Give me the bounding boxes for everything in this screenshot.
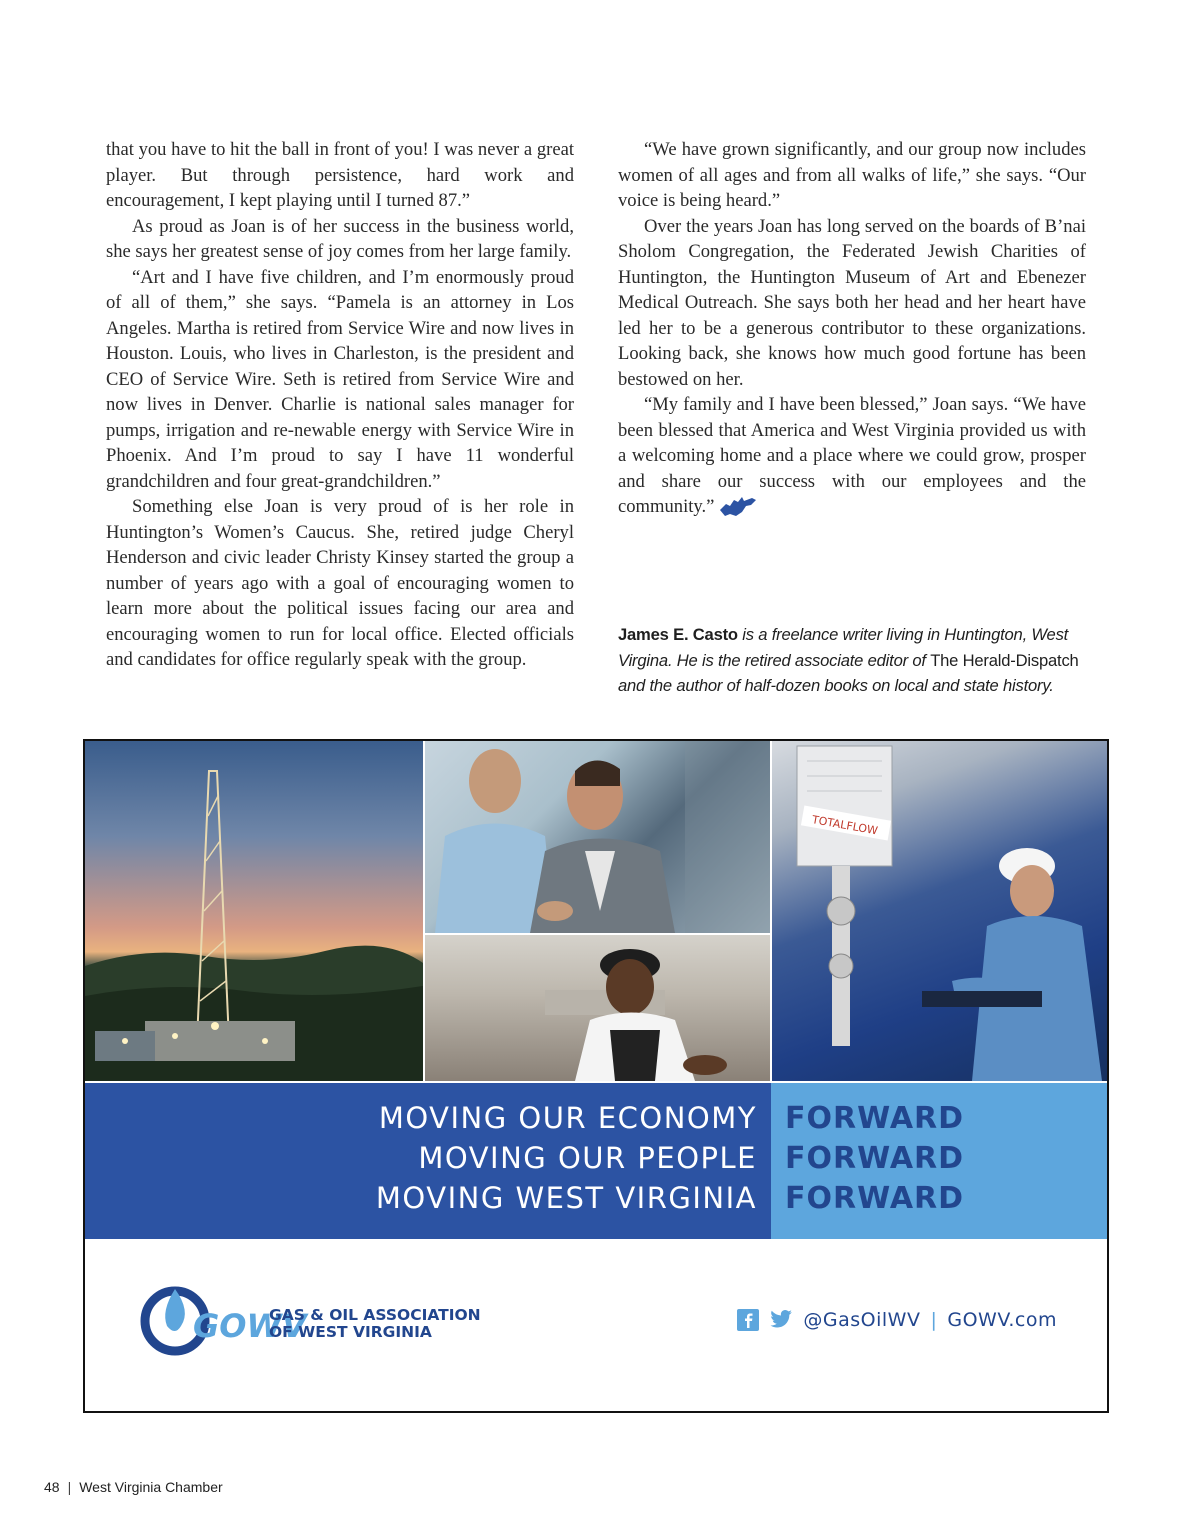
paragraph: “Art and I have five children, and I’m enormously proud of all of them,” she says. “Pamela is an attorney in Los Angeles. Martha is retired from Service Wire and now lives in Houston. Louis, who lives in Charleston, is the president and CEO of Service Wire. Seth is retired from Service Wire and now lives in Denver. Charlie is national sales manager for pumps, irrigation and re-newable energy with Service Wire in Phoenix. And I’m proud to say I have 11 wonderful grandchildren and four great-grandchildren.” (106, 266, 574, 492)
forward-word: FORWARD (785, 1181, 965, 1216)
page-footer (44, 1479, 223, 1495)
handshake-illustration (425, 741, 770, 933)
slogan-line-people: MOVING OUR PEOPLE (418, 1141, 757, 1175)
gowv-logo-wordmark: GOWV (193, 1307, 307, 1345)
slogan-line-west-virginia: MOVING WEST VIRGINIA (375, 1181, 757, 1215)
author-name: James E. Casto (618, 625, 738, 644)
paragraph: that you have to hit the ball in front of you! I was never a great player. But through persistence, hard work and encouragement, I kept playing until I turned 87.” (106, 139, 574, 211)
publication-title: West Virginia Chamber (79, 1479, 223, 1495)
paragraph-text: “My family and I have been blessed,” Joan says. “We have been blessed that America and West Virginia provided us with a welcoming home and a place where we could grow, prosper and share our success with our employees and the community.” (618, 394, 1086, 517)
bio-text: and the author of half-dozen books on local and state history. (618, 676, 1054, 695)
separator: | (930, 1309, 938, 1331)
gowv-logo (141, 1281, 541, 1361)
footer-separator: | (67, 1479, 72, 1495)
facebook-icon[interactable] (737, 1309, 759, 1331)
drilling-rig-photo (85, 741, 423, 1081)
article-column-left (106, 137, 574, 673)
website-link[interactable]: GOWV.com (947, 1309, 1057, 1331)
paragraph-closing (618, 392, 1086, 520)
forward-word: FORWARD (785, 1141, 965, 1176)
association-name (269, 1307, 481, 1341)
paragraph: As proud as Joan is of her success in the business world, she says her greatest sense of joy comes from her large family. (106, 215, 574, 262)
page-number: 48 (44, 1479, 60, 1495)
paragraph: Something else Joan is very proud of is her role in Huntington’s Women’s Caucus. She, retired judge Cheryl Henderson and civic leader Christy Kinsey started the group a number of years ago with a goal of encouraging women to learn more about the political issues facing our area and encouraging women to run for local office. Elected officials and candidates for office regularly speak with the group. (106, 496, 574, 670)
twitter-icon[interactable] (769, 1309, 793, 1331)
article-column-right (618, 137, 1086, 520)
association-name-line1: GAS & OIL ASSOCIATION (269, 1306, 481, 1324)
slogan-band-left (85, 1083, 771, 1239)
gowv-advertisement (83, 739, 1109, 1413)
publication-name: The Herald-Dispatch (930, 650, 1079, 670)
chef-illustration (425, 935, 770, 1081)
bio-text: is a freelance writer living in Huntington, West Virgina. He is the retired associate editor of (618, 625, 1069, 670)
paragraph: “We have grown significantly, and our group now includes women of all ages and from all walks of life,” she says. “Our voice is being heard.” (618, 139, 1086, 211)
slogan-band-right (771, 1083, 1107, 1239)
drilling-rig-illustration (85, 741, 423, 1081)
west-virginia-end-mark-icon (718, 494, 758, 518)
paragraph: Over the years Joan has long served on the boards of B’nai Sholom Congregation, the Federated Jewish Charities of Huntington, the Huntington Museum of Art and Ebenezer Medical Outreach. She says both her head and her heart have led her to be a generous contributor to these organizations. Looking back, she knows how much good fortune has been bestowed on her. (618, 215, 1086, 390)
social-handle[interactable]: @GasOilWV (803, 1309, 921, 1331)
author-bio (618, 622, 1088, 699)
social-contact (737, 1309, 1057, 1331)
slogan-line-economy: MOVING OUR ECONOMY (378, 1101, 757, 1135)
chef-photo (425, 935, 770, 1081)
totalflow-label: TOTALFLOW (810, 813, 879, 838)
worker-illustration (772, 741, 1107, 1081)
forward-word: FORWARD (785, 1101, 965, 1136)
association-name-line2: OF WEST VIRGINIA (269, 1323, 432, 1341)
gowv-logo-mark-icon (141, 1281, 307, 1361)
business-handshake-photo (425, 741, 770, 933)
gas-field-worker-photo (772, 741, 1107, 1081)
